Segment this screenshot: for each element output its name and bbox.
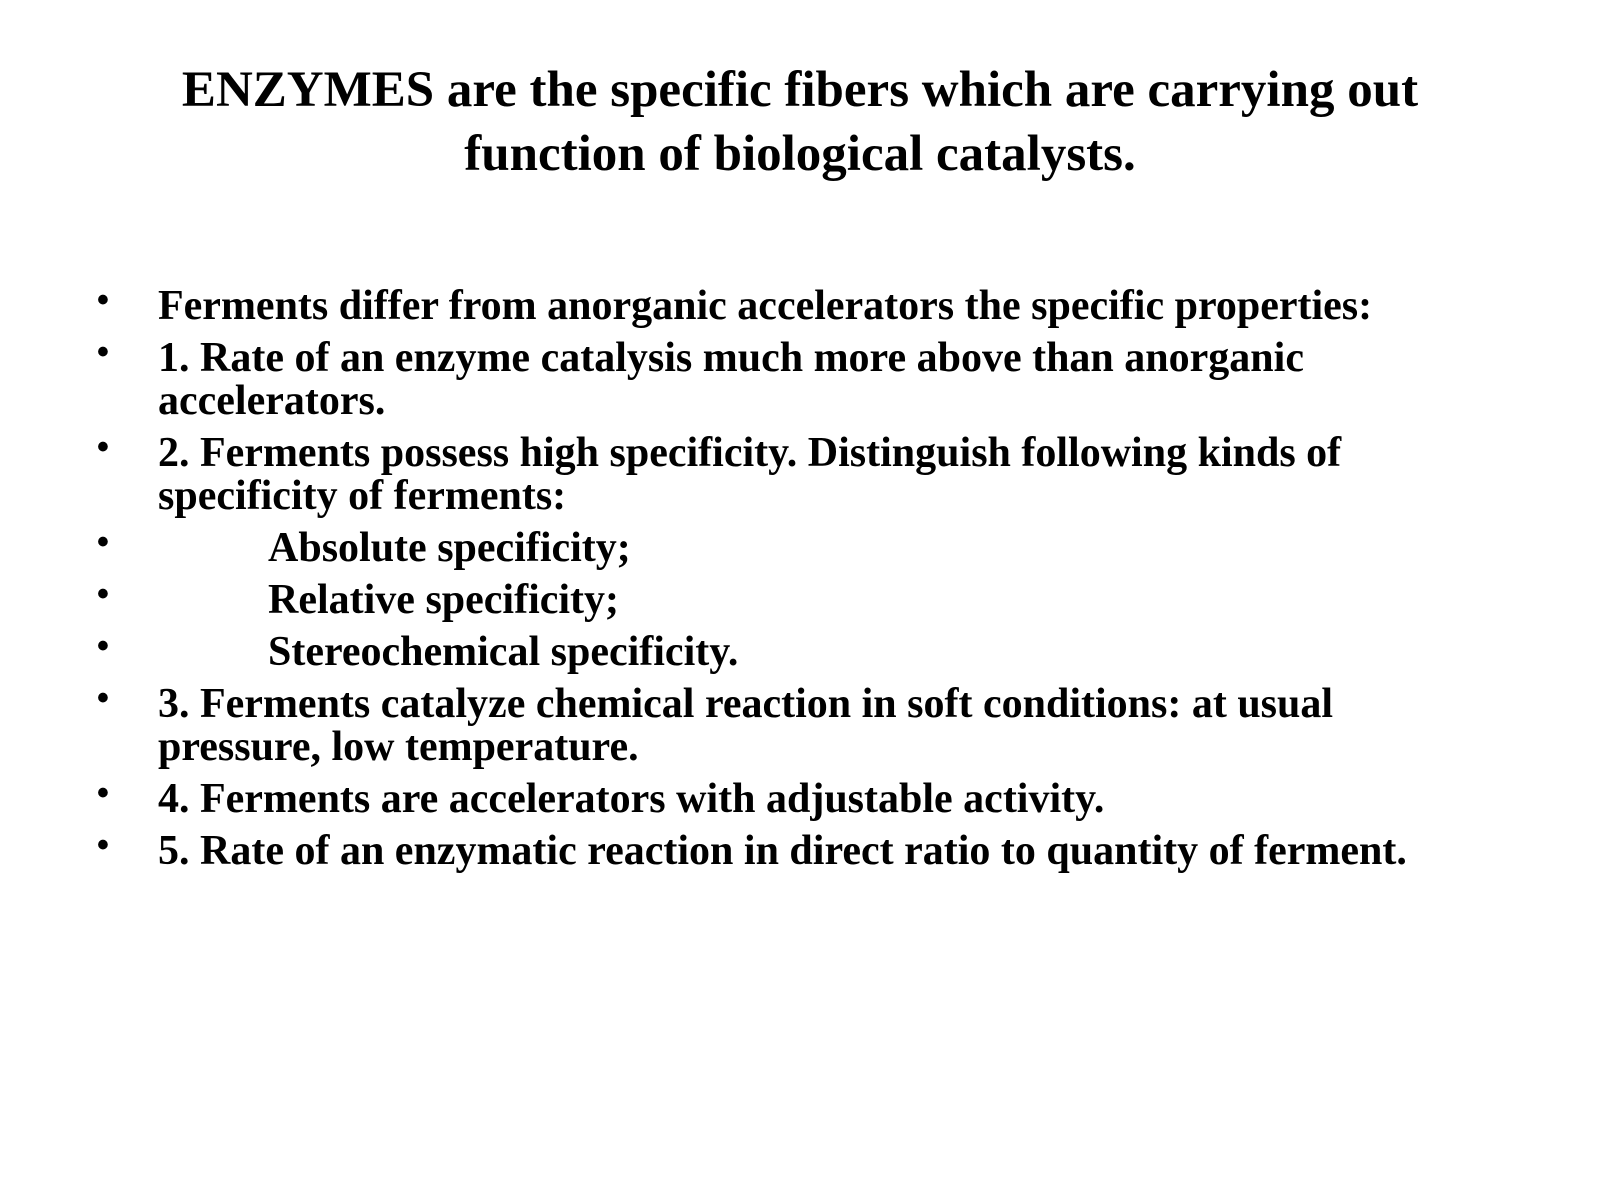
list-item-text: 4. Ferments are accelerators with adjustable activity. [158,776,1105,822]
slide-title: ENZYMES are the specific fibers which are carrying out function of biological catalysts. [181,62,1419,182]
list-item-text: 2. Ferments possess high specificity. Distinguish following kinds of specificity of ferments: [158,430,1342,519]
list-item-text: 1. Rate of an enzyme catalysis much more above than anorganic accelerators. [158,335,1304,424]
bullet-icon: • [97,281,109,319]
bullet-icon: • [97,774,109,812]
list-item-text: Relative specificity; [268,577,620,623]
list-item [0,774,1600,822]
bullet-icon: • [97,575,109,613]
list-item [0,523,1600,571]
bullet-icon: • [97,826,109,864]
list-item [0,575,1600,623]
list-item-text: Absolute specificity; [268,525,631,571]
bullet-list [0,281,1600,882]
list-item [0,679,1600,770]
list-item-text: Stereochemical specificity. [268,629,739,675]
bullet-icon: • [97,428,109,466]
list-item-text: 5. Rate of an enzymatic reaction in direct ratio to quantity of ferment. [158,828,1407,874]
list-item [0,627,1600,675]
list-item [0,333,1600,424]
list-item [0,826,1600,874]
list-item-text: 3. Ferments catalyze chemical reaction in soft conditions: at usual pressure, low temperature. [158,681,1334,770]
bullet-icon: • [97,523,109,561]
bullet-icon: • [97,679,109,717]
bullet-icon: • [97,333,109,371]
list-item [0,428,1600,519]
bullet-icon: • [97,627,109,665]
list-item-text: Ferments differ from anorganic accelerators the specific properties: [158,283,1373,329]
list-item [0,281,1600,329]
